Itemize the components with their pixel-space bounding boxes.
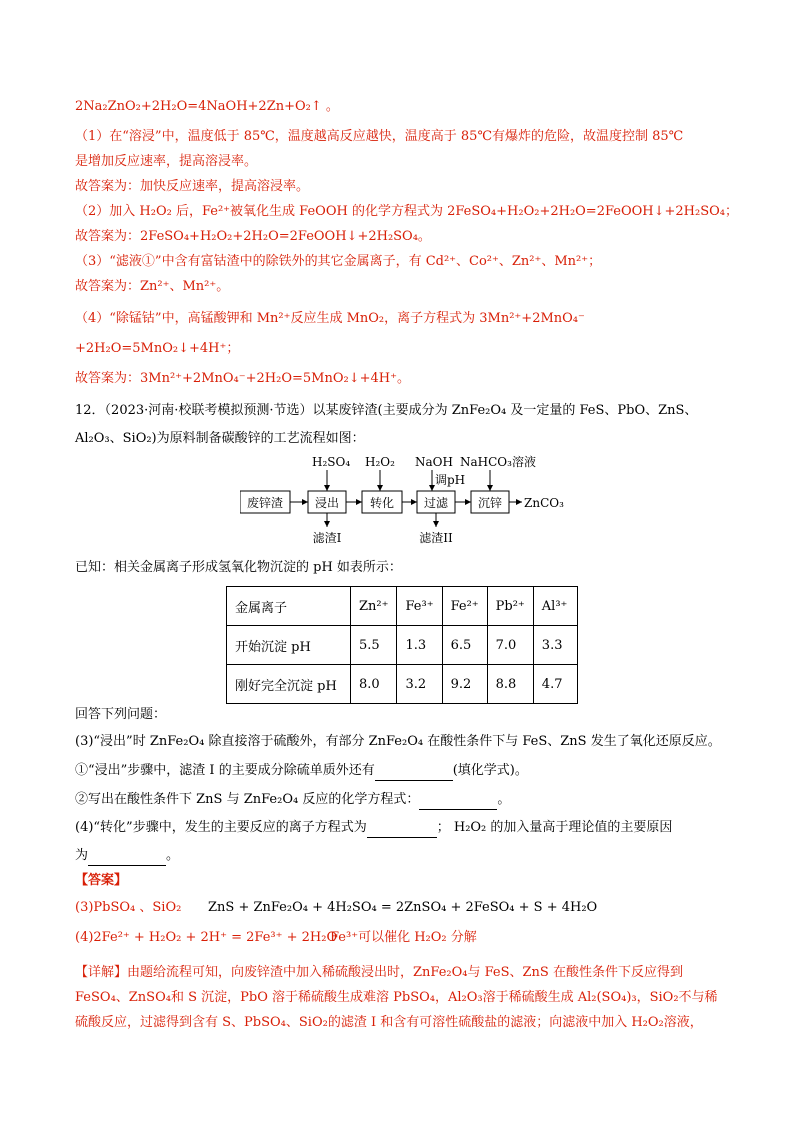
adjust-ph-label: 调pH	[435, 473, 466, 487]
text-line: 已知：相关金属离子形成氢氧化物沉淀的 pH 如表所示：	[75, 560, 402, 575]
flow-step-label: 沉锌	[477, 496, 503, 510]
text-line: 回答下列问题：	[75, 707, 167, 722]
reagent-h2o2: H₂O₂	[365, 455, 395, 469]
arrow-head	[429, 485, 435, 491]
answer-line: (3)PbSO₄ 、SiO₂	[75, 900, 182, 915]
arrow-head	[516, 499, 522, 505]
table-cell: 5.5	[351, 626, 397, 665]
text-line: 故答案为：Zn²⁺、Mn²⁺。	[75, 279, 230, 294]
question-line	[75, 819, 672, 838]
arrow-head	[465, 499, 471, 505]
flow-step-label: 浸出	[314, 496, 340, 510]
answer-blank[interactable]	[419, 791, 497, 810]
table-cell: 8.0	[351, 665, 397, 704]
text-line: 故答案为：2FeSO₄+H₂O₂+2H₂O=2FeOOH↓+2H₂SO₄。	[75, 229, 431, 244]
explanation-line: 硫酸反应，过滤得到含有 S、PbSO₄、SiO₂的滤渣 I 和含有可溶性硫酸盐的滤液；向滤液中加入 H₂O₂溶液，	[75, 1015, 703, 1030]
table-row	[227, 665, 578, 704]
question-header: 12．（2023·河南·校联考模拟预测·节选）以某废锌渣(主要成分为 ZnFe₂O₄ 及一定量的 FeS、PbO、ZnS、	[75, 403, 698, 418]
arrow-head	[356, 499, 362, 505]
table-header-row	[227, 587, 578, 626]
question-text: (4)“转化”步骤中，发生的主要反应的离子方程式为	[75, 820, 367, 835]
arrow-head	[302, 499, 308, 505]
table-cell: Fe³⁺	[397, 587, 442, 626]
reagent-naoh: NaOH	[415, 455, 453, 469]
answer-blank[interactable]	[88, 847, 166, 866]
answer-line: (4)2Fe²⁺ + H₂O₂ + 2H⁺ = 2Fe³⁺ + 2H₂O	[75, 930, 338, 945]
product-label: ZnCO₃	[524, 496, 564, 510]
text-line: （4）“除锰钴”中，高锰酸钾和 Mn²⁺反应生成 MnO₂，离子方程式为 3Mn²⁺+2MnO₄⁻	[75, 311, 585, 326]
question-line	[75, 791, 510, 810]
arrow-head	[377, 485, 383, 491]
question-text: (填化学式)。	[452, 763, 528, 778]
text-line: 故答案为：3Mn²⁺+2MnO₄⁻+2H₂O=5MnO₂↓+4H⁺。	[75, 371, 410, 386]
residue-label: 滤渣II	[419, 531, 453, 545]
question-text: 。	[166, 848, 180, 863]
arrow-head	[324, 485, 330, 491]
table-cell: 3.2	[397, 665, 442, 704]
text-line: Al₂O₃、SiO₂)为原料制备碳酸锌的工艺流程如图：	[75, 431, 365, 446]
question-line	[75, 847, 179, 866]
text-line: （3）“滤液①”中含有富钴渣中的除铁外的其它金属离子，有 Cd²⁺、Co²⁺、Zn²⁺、Mn²⁺；	[75, 254, 602, 269]
table-cell: Fe²⁺	[442, 587, 487, 626]
table-cell: Zn²⁺	[351, 587, 397, 626]
question-text: ②写出在酸性条件下 ZnS 与 ZnFe₂O₄ 反应的化学方程式：	[75, 792, 420, 807]
table-cell: 6.5	[442, 626, 487, 665]
table-cell: 刚好完全沉淀 pH	[227, 665, 351, 704]
answer-note: Fe³⁺可以催化 H₂O₂ 分解	[330, 930, 477, 945]
table-cell: 9.2	[442, 665, 487, 704]
question-text: 为	[75, 848, 89, 863]
reagent-h2so4: H₂SO₄	[312, 455, 351, 469]
answer-equation: ZnS + ZnFe₂O₄ + 4H₂SO₄ = 2ZnSO₄ + 2FeSO₄ + S + 4H₂O	[208, 900, 598, 915]
text-line: (3)“浸出”时 ZnFe₂O₄ 除直接溶于硫酸外，有部分 ZnFe₂O₄ 在酸性条件下与 FeS、ZnS 发生了氧化还原反应。	[75, 734, 721, 749]
text-line: （1）在“溶浸”中，温度低于 85℃，温度越高反应越快，温度高于 85℃有爆炸的危险，故温度控制 85℃	[75, 129, 684, 144]
question-text: ①“浸出”步骤中，滤渣 I 的主要成分除硫单质外还有	[75, 763, 375, 778]
table-cell: 7.0	[487, 626, 533, 665]
arrow-head	[433, 521, 439, 527]
question-line	[75, 762, 528, 781]
arrow-head	[411, 499, 417, 505]
table-cell: 金属离子	[227, 587, 351, 626]
text-line: +2H₂O=5MnO₂↓+4H⁺；	[75, 341, 240, 356]
flow-step-label: 过滤	[423, 496, 449, 510]
table-row	[227, 626, 578, 665]
table-cell: 8.8	[487, 665, 533, 704]
answer-blank[interactable]	[375, 762, 453, 781]
explanation-line: 【详解】由题给流程可知，向废锌渣中加入稀硫酸浸出时，ZnFe₂O₄与 FeS、ZnS 在酸性条件下反应得到	[75, 965, 683, 980]
text-line: 故答案为：加快反应速率，提高溶浸率。	[75, 179, 310, 194]
flow-step-label: 转化	[369, 496, 395, 510]
precipitation-ph-table	[226, 586, 578, 704]
reagent-nahco3: NaHCO₃溶液	[460, 455, 536, 469]
residue-label: 滤渣I	[312, 531, 342, 545]
table-cell: Al³⁺	[533, 587, 577, 626]
answer-blank[interactable]	[367, 819, 437, 838]
arrow-head	[487, 485, 493, 491]
table-cell: 4.7	[533, 665, 577, 704]
text-line: （2）加入 H₂O₂ 后，Fe²⁺被氧化生成 FeOOH 的化学方程式为 2FeSO₄+H₂O₂+2H₂O=2FeOOH↓+2H₂SO₄；	[75, 204, 739, 219]
arrow-head	[324, 521, 330, 527]
process-flow-diagram	[240, 455, 570, 550]
question-text: 。	[497, 792, 511, 807]
explanation-line: FeSO₄、ZnSO₄和 S 沉淀，PbO 溶于稀硫酸生成难溶 PbSO₄，Al₂O₃溶于稀硫酸生成 Al₂(SO₄)₃，SiO₂不与稀	[75, 990, 718, 1005]
table-cell: 开始沉淀 pH	[227, 626, 351, 665]
table-cell: 3.3	[533, 626, 577, 665]
text-line: 是增加反应速率，提高溶浸率。	[75, 154, 258, 169]
text-line: 2Na₂ZnO₂+2H₂O=4NaOH+2Zn+O₂↑ 。	[75, 99, 339, 114]
question-text: ； H₂O₂ 的加入量高于理论值的主要原因	[436, 820, 673, 835]
table-cell: Pb²⁺	[487, 587, 533, 626]
table-cell: 1.3	[397, 626, 442, 665]
answer-header: 【答案】	[75, 873, 128, 888]
flow-step-label: 废锌渣	[246, 496, 284, 510]
